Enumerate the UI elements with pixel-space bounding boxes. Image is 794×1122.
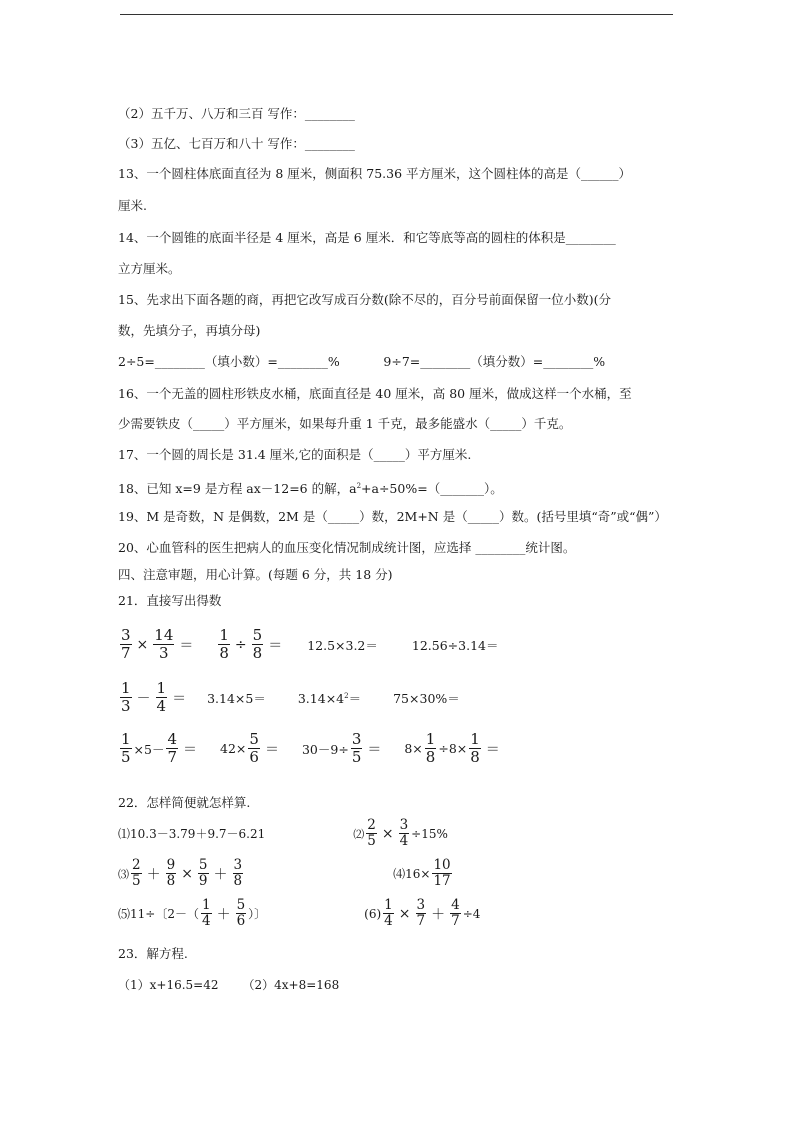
q18 bbox=[118, 478, 503, 497]
fraction: $\frac{1}{4}$ bbox=[156, 679, 167, 715]
q22-row2: ⑶ $\frac{2}{5}$ ＋ $\frac{9}{8}$ × $\frac{5}{9}$ ＋ $\frac{3}{8}$ ⑷16× $\frac{10}{17}$ bbox=[118, 857, 451, 889]
q14-line2: 立方厘米。 bbox=[118, 261, 181, 276]
q21-expr: $3.14\times 4^2=$ bbox=[297, 690, 362, 706]
q21-title: 21．直接写出得数 bbox=[118, 593, 222, 608]
q21-expr: 12.56÷3.14＝ bbox=[411, 637, 499, 653]
fraction: $\frac{1}{3}$ bbox=[121, 679, 131, 715]
fraction: $\frac{2}{5}$ bbox=[132, 857, 141, 889]
q15-line2: 数，先填分子，再填分母) bbox=[118, 323, 261, 338]
fraction: $\frac{4}{7}$ bbox=[167, 730, 178, 766]
q20: 20、心血管科的医生把病人的血压变化情况制成统计图，应选择 ________统计图。 bbox=[118, 540, 576, 555]
fraction: $\frac{1}{5}$ bbox=[121, 730, 131, 766]
fraction: $\frac{4}{7}$ bbox=[451, 897, 460, 929]
q23-eq2: （2）4x+8=168 bbox=[242, 978, 340, 992]
fraction: $\frac{1}{8}$ bbox=[219, 626, 229, 662]
fraction: $\frac{3}{7}$ bbox=[416, 897, 426, 929]
q13-line2: 厘米. bbox=[118, 198, 147, 213]
q21-row3: $\frac{1}{5}$ ×5－ $\frac{4}{7}$ ＝ 42× $\frac{5}{6}$ ＝ 30－9÷ $\frac{3}{5}$ ＝ 8× $\frac{1}{8}$ ÷8× $\frac{1}{8}$ ＝ bbox=[121, 730, 500, 766]
q18-text-post: +a÷50%=（_______）。 bbox=[361, 481, 503, 497]
fraction: $\frac{9}{8}$ bbox=[166, 857, 176, 889]
fraction: $\frac{2}{5}$ bbox=[367, 817, 376, 849]
fraction: $\frac{1}{4}$ bbox=[201, 897, 211, 929]
q15-line1: 15、先求出下面各题的商，再把它改写成百分数(除不尽的，百分号前面保留一位小数)(分 bbox=[118, 292, 612, 307]
fraction: $\frac{5}{6}$ bbox=[236, 897, 246, 929]
q22-title: 22．怎样简便就怎样算. bbox=[118, 795, 251, 810]
q23-equations bbox=[118, 976, 339, 993]
q22-row1: ⑴10.3－3.79＋9.7－6.21 ⑵ $\frac{2}{5}$ × $\frac{3}{4}$ ÷15% bbox=[118, 817, 448, 849]
q19: 19、M 是奇数，N 是偶数，2M 是（_____）数，2M+N 是（_____）数。(括号里填“奇”或“偶”） bbox=[118, 509, 667, 524]
q23-title: 23．解方程. bbox=[118, 946, 188, 961]
q21-expr: 75×30%＝ bbox=[393, 690, 460, 706]
q21-row1: $\frac{3}{7}$ × $\frac{14}{3}$ ＝ $\frac{1}{8}$ ÷ $\frac{5}{8}$ ＝ 12.5×3.2＝ 12.56÷3.14＝ bbox=[121, 626, 499, 662]
fraction: $\frac{5}{9}$ bbox=[198, 857, 208, 889]
q22-row3: ⑸11÷〔2－（ $\frac{1}{4}$ ＋ $\frac{5}{6}$ ）〕 (6) $\frac{1}{4}$ × $\frac{3}{7}$ ＋ $\frac{4}{7}$ ÷4 bbox=[118, 897, 481, 929]
q23-eq1: （1）x+16.5=42 bbox=[118, 978, 219, 992]
q12-part2: （2）五千万、八万和三百 写作：________ bbox=[118, 106, 355, 121]
q22-part1: ⑴10.3－3.79＋9.7－6.21 bbox=[118, 827, 266, 841]
fraction: $\frac{1}{4}$ bbox=[384, 897, 393, 929]
q16-line2: 少需要铁皮（_____）平方厘米，如果每升重 1 千克，最多能盛水（_____）千克。 bbox=[118, 416, 572, 431]
fraction: $\frac{5}{6}$ bbox=[249, 730, 259, 766]
fraction: $\frac{3}{5}$ bbox=[351, 730, 362, 766]
fraction: $\frac{1}{8}$ bbox=[425, 730, 436, 766]
section4-heading: 四、注意审题，用心计算。(每题 6 分，共 18 分) bbox=[118, 567, 393, 582]
q21-row2: $\frac{1}{3}$ － $\frac{1}{4}$ ＝ 3.14×5＝ $3.14\times 4^2=$ 75×30%＝ bbox=[121, 679, 460, 715]
fraction: $\frac{5}{8}$ bbox=[252, 626, 263, 662]
q15-line3: 2÷5=________（填小数）=________% 9÷7=________（填分数）=________% bbox=[118, 354, 606, 369]
q21-expr: 3.14×5＝ bbox=[207, 690, 266, 706]
q13-line1: 13、一个圆柱体底面直径为 8 厘米，侧面积 75.36 平方厘米，这个圆柱体的高是（______） bbox=[118, 166, 632, 181]
fraction: $\frac{1}{8}$ bbox=[470, 730, 480, 766]
q14-line1: 14、一个圆锥的底面半径是 4 厘米，高是 6 厘米．和它等底等高的圆柱的体积是________ bbox=[118, 230, 616, 245]
q18-exponent: 2 bbox=[356, 482, 362, 490]
header-rule bbox=[120, 14, 673, 15]
fraction: $\frac{14}{3}$ bbox=[154, 626, 174, 662]
q18-text-pre: 18、已知 x=9 是方程 ax－12=6 的解，a bbox=[118, 481, 357, 497]
q17: 17、一个圆的周长是 31.4 厘米,它的面积是（_____）平方厘米. bbox=[118, 447, 472, 462]
fraction: $\frac{3}{8}$ bbox=[233, 857, 243, 889]
fraction: $\frac{3}{4}$ bbox=[399, 817, 409, 849]
q12-part3: （3）五亿、七百万和八十 写作：________ bbox=[118, 136, 355, 151]
q16-line1: 16、一个无盖的圆柱形铁皮水桶，底面直径是 40 厘米，高 80 厘米，做成这样一个水桶，至 bbox=[118, 386, 632, 401]
fraction: $\frac{10}{17}$ bbox=[433, 857, 451, 889]
q21-expr: 12.5×3.2＝ bbox=[307, 637, 378, 653]
fraction: $\frac{3}{7}$ bbox=[121, 626, 131, 662]
